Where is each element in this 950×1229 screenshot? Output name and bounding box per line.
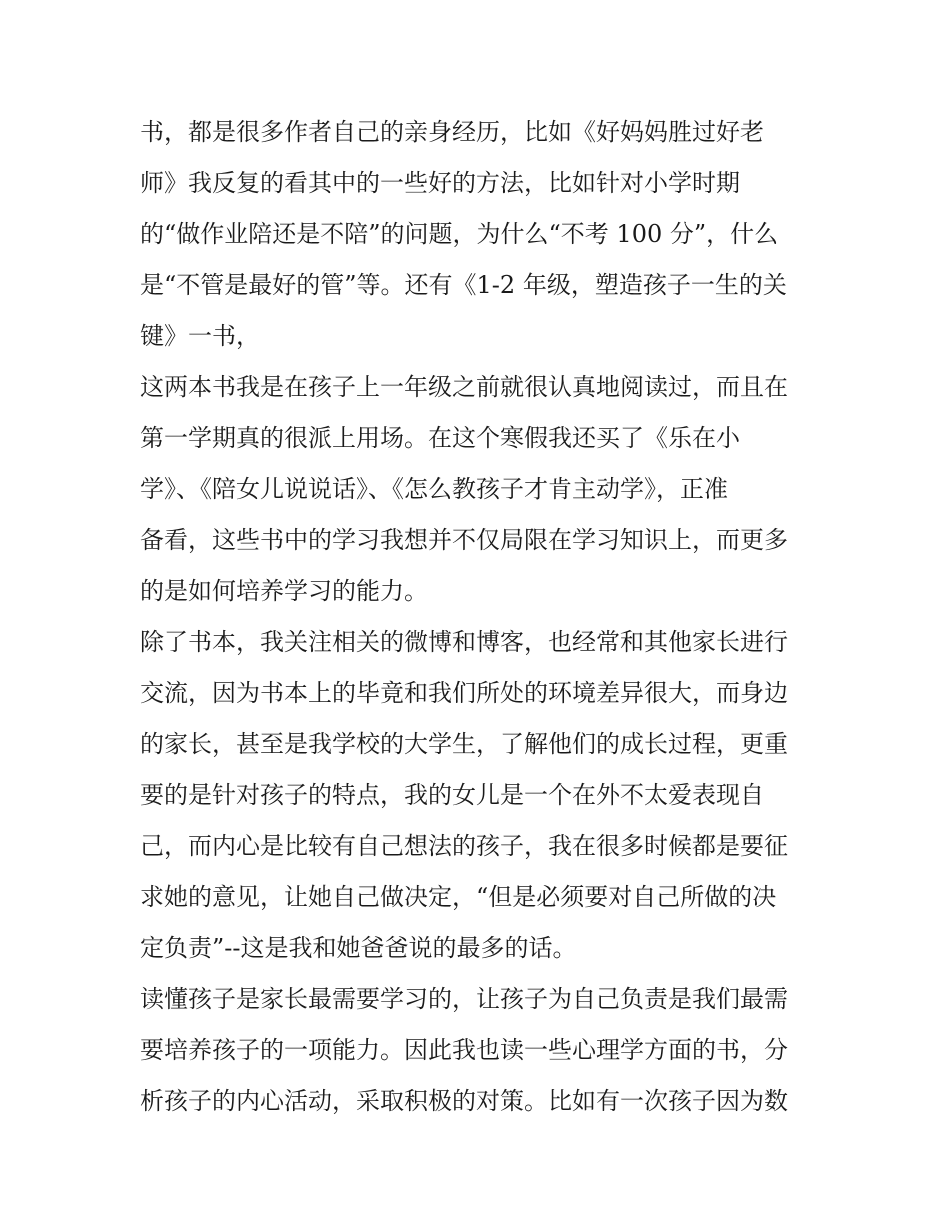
text-line: 的是如何培养学习的能力。 (140, 577, 428, 605)
text-line: 键》一书， (140, 322, 260, 350)
text-line: 是“不管是最好的管”等。还有《1-2 年级，塑造孩子一生的关 (140, 271, 787, 299)
text-line: 己，而内心是比较有自己想法的孩子，我在很多时候都是要征 (140, 832, 788, 860)
text-line: 这两本书我是在孩子上一年级之前就很认真地阅读过，而且在 (140, 373, 788, 401)
text-line: 的“做作业陪还是不陪”的问题，为什么“不考 100 分”，什么 (140, 220, 779, 248)
text-line: 师》我反复的看其中的一些好的方法，比如针对小学时期 (140, 169, 740, 197)
text-line: 读懂孩子是家长最需要学习的，让孩子为自己负责是我们最需 (140, 985, 788, 1013)
text-line: 的家长，甚至是我学校的大学生，了解他们的成长过程，更重 (140, 730, 788, 758)
text-line: 交流，因为书本上的毕竟和我们所处的环境差异很大，而身边 (140, 679, 788, 707)
text-line: 求她的意见，让她自己做决定，“但是必须要对自己所做的决 (140, 883, 777, 911)
text-line: 学》、《陪女儿说说话》、《怎么教孩子才肯主动学》，正准 (140, 475, 728, 503)
text-line: 备看，这些书中的学习我想并不仅局限在学习知识上，而更多 (140, 526, 788, 554)
text-line: 定负责”--这是我和她爸爸说的最多的话。 (140, 934, 577, 962)
document-body (140, 107, 820, 1127)
text-line: 第一学期真的很派上用场。在这个寒假我还买了《乐在小 (140, 424, 740, 452)
text-line: 要培养孩子的一项能力。因此我也读一些心理学方面的书，分 (140, 1036, 788, 1064)
text-line: 除了书本，我关注相关的微博和博客，也经常和其他家长进行 (140, 628, 788, 656)
text-line: 要的是针对孩子的特点，我的女儿是一个在外不太爱表现自 (140, 781, 764, 809)
text-line: 析孩子的内心活动，采取积极的对策。比如有一次孩子因为数 (140, 1087, 788, 1115)
text-line: 书，都是很多作者自己的亲身经历，比如《好妈妈胜过好老 (140, 118, 764, 146)
